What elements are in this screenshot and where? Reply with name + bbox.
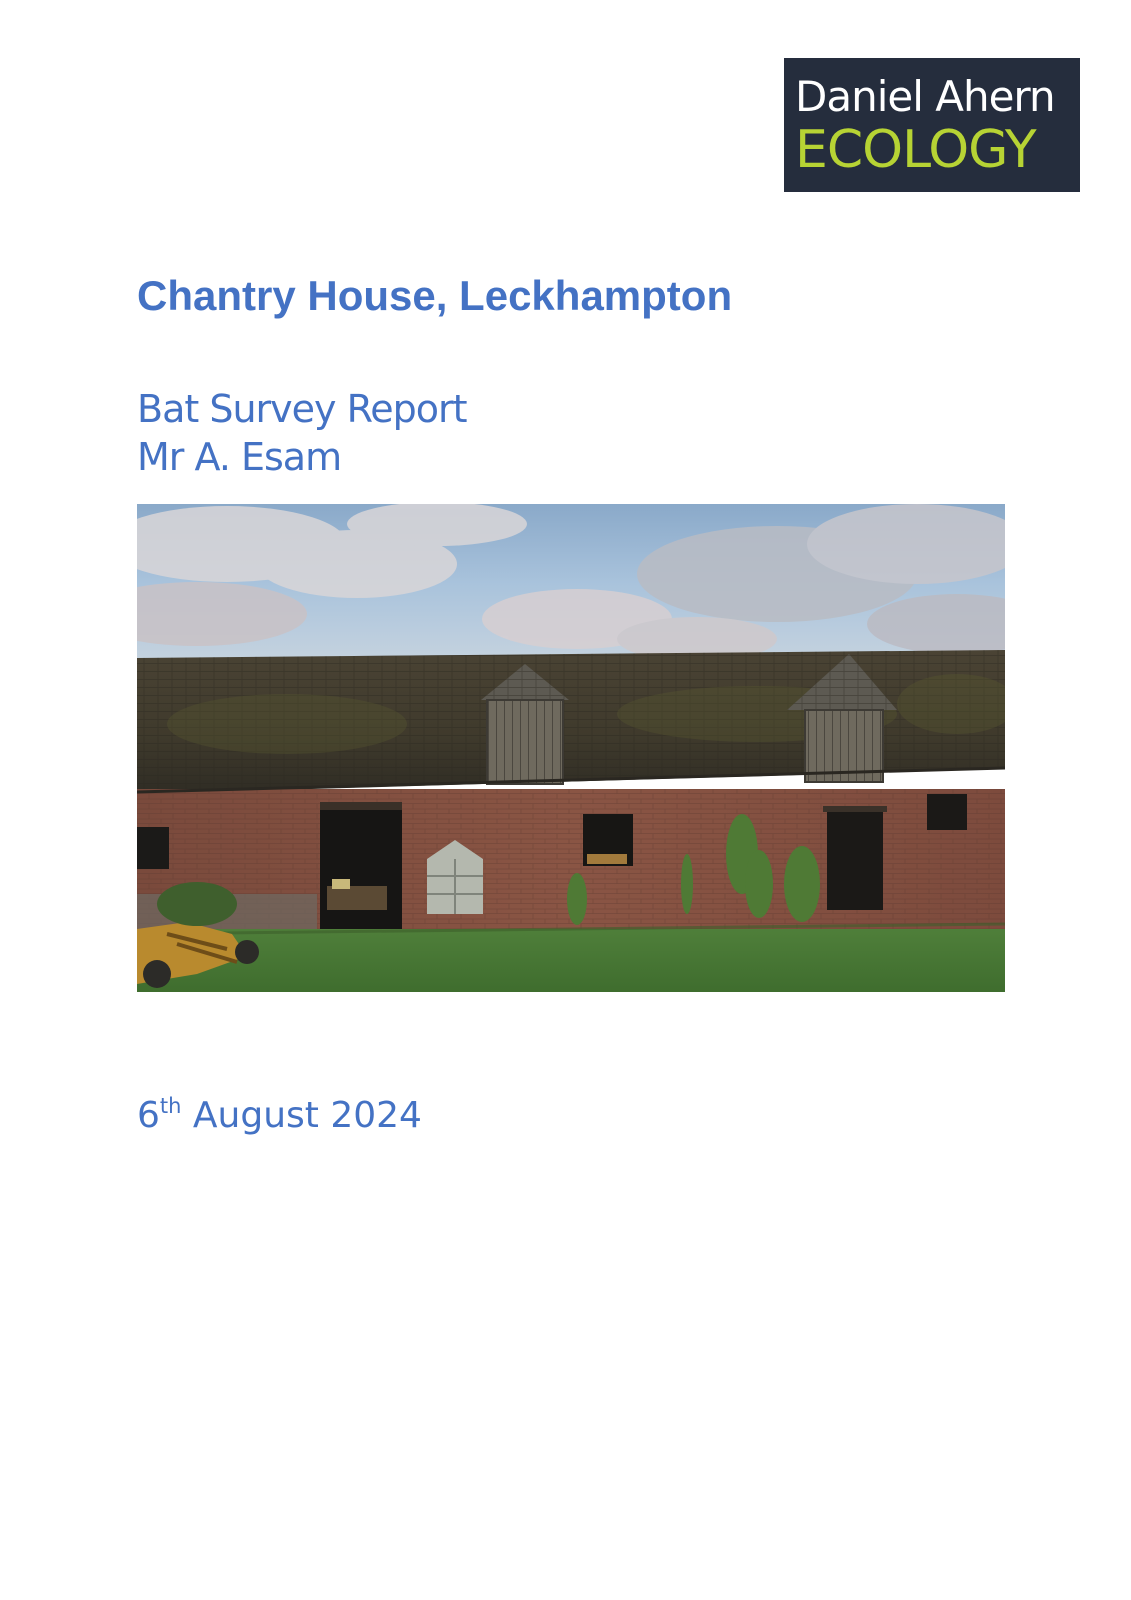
date-ordinal-suffix: th xyxy=(159,1094,182,1118)
report-subtitle xyxy=(137,385,467,481)
date-month-year: August 2024 xyxy=(181,1095,422,1136)
logo-name: Daniel Ahern xyxy=(795,72,1055,121)
report-type: Bat Survey Report xyxy=(137,387,467,431)
cover-photo-barn xyxy=(137,504,1005,992)
logo-ecology: ECOLOGY xyxy=(795,120,1036,180)
client-name: Mr A. Esam xyxy=(137,435,342,479)
barn-illustration xyxy=(137,504,1005,992)
report-title: Chantry House, Leckhampton xyxy=(137,272,733,319)
company-logo xyxy=(784,58,1080,192)
report-date xyxy=(137,1092,422,1140)
date-day: 6 xyxy=(137,1095,160,1136)
